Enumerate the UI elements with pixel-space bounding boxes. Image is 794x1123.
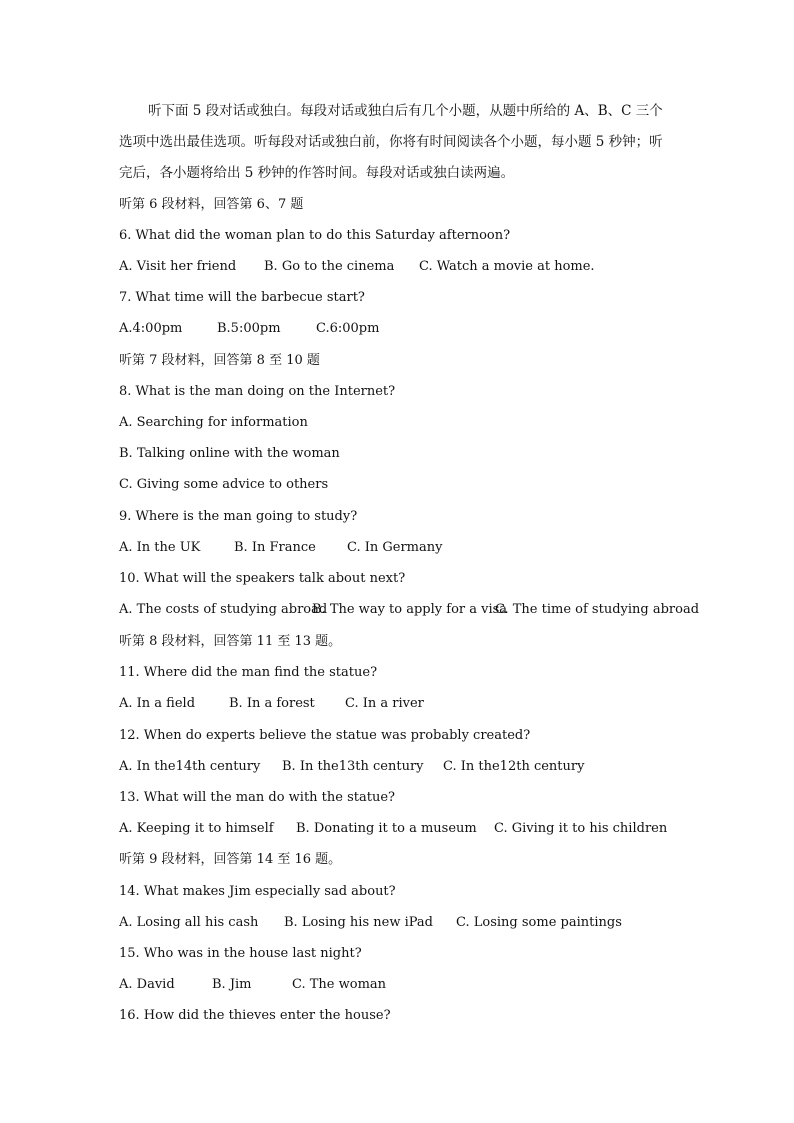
options-11 [119,694,424,714]
section-heading: 听第 8 段材料，回答第 11 至 13 题。 [119,634,342,649]
section-heading: 听第 7 段材料，回答第 8 至 10 题 [119,353,320,368]
intro-line-2: 选项中选出最佳选项。听每段对话或独白前，你将有时间阅读各个小题，每小题 5 秒钟；听 [119,134,663,150]
question-6: 6. What did the woman plan to do this Saturday afternoon? [119,228,511,243]
question-13: 13. What will the man do with the statue? [119,790,396,805]
section-heading: 听第 9 段材料，回答第 14 至 16 题。 [119,852,342,867]
option-c: C. Giving it to his children [494,821,668,836]
option-a: A. David [119,977,175,992]
option-b: B.5:00pm [217,321,281,336]
option-a: A.4:00pm [119,321,183,336]
option-c: C. Losing some paintings [456,915,622,930]
option-b: B. Jim [212,977,252,992]
option-a: A. Visit her friend [119,259,237,274]
option-a: A. Keeping it to himself [119,821,274,836]
option-b: B. Talking online with the woman [119,446,340,461]
option-a: A. In a field [119,696,196,711]
option-c: C. The woman [292,977,387,992]
option-b: B. The way to apply for a visa [312,602,508,617]
options-15 [119,975,386,995]
question-10: 10. What will the speakers talk about next? [119,571,406,586]
options-12 [119,757,584,777]
option-c: C. Giving some advice to others [119,477,329,492]
intro-line-3: 完后，各小题将给出 5 秒钟的作答时间。每段对话或独白读两遍。 [119,165,515,181]
question-16: 16. How did the thieves enter the house? [119,1008,391,1023]
options-6 [119,257,595,277]
option-b: B. Donating it to a museum [296,821,477,836]
option-a: A. In the14th century [119,759,261,774]
option-a: A. In the UK [119,540,201,555]
question-8: 8. What is the man doing on the Internet? [119,384,396,399]
options-14 [119,913,622,933]
question-12: 12. When do experts believe the statue was probably created? [119,728,531,743]
option-b: B. Go to the cinema [264,259,395,274]
options-9 [119,538,442,558]
question-15: 15. Who was in the house last night? [119,946,362,961]
option-a: A. Searching for information [119,415,308,430]
question-14: 14. What makes Jim especially sad about? [119,884,396,899]
option-b: B. Losing his new iPad [284,915,433,930]
option-c: C. In Germany [347,540,443,555]
options-13 [119,819,667,839]
question-9: 9. Where is the man going to study? [119,509,358,524]
intro-line-1: 听下面 5 段对话或独白。每段对话或独白后有几个小题，从题中所给的 A、B、C 三个 [148,103,663,119]
options-7 [119,319,379,339]
option-c: C. The time of studying abroad [495,602,700,617]
option-b: B. In the13th century [282,759,424,774]
option-c: C. In the12th century [443,759,585,774]
option-a: A. The costs of studying abroad [119,602,328,617]
option-c: C.6:00pm [316,321,380,336]
option-c: C. In a river [345,696,424,711]
options-10 [119,600,699,620]
question-11: 11. Where did the man find the statue? [119,665,378,680]
question-7: 7. What time will the barbecue start? [119,290,365,305]
option-b: B. In France [234,540,316,555]
option-b: B. In a forest [229,696,315,711]
option-a: A. Losing all his cash [119,915,259,930]
option-c: C. Watch a movie at home. [419,259,595,274]
section-heading: 听第 6 段材料，回答第 6、7 题 [119,197,304,212]
